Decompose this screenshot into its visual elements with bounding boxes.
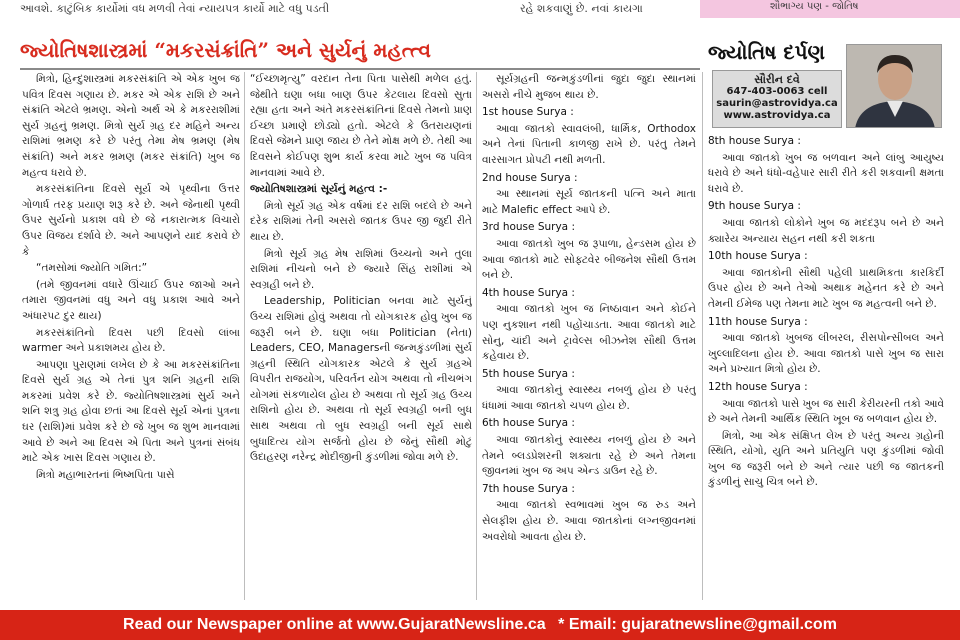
author-website: www.astrovidya.ca <box>723 110 831 121</box>
paragraph: મિત્રો મહાભારતનાં ભિષ્મપિતા પાસે <box>36 468 175 481</box>
author-email: saurin@astrovidya.ca <box>716 98 838 109</box>
paragraph: આવા જાતકોની સૌથી પહેલી પ્રાથમિકતા કારકિર્દી ઉપર હોય છે અને તેઓ અથાક મહેનત કરે છે અને તેમની ઈમેજ પણ તેમના માટે ખુબ જ મહત્વની બને છે. <box>708 266 944 310</box>
headline-rule <box>20 68 700 70</box>
article-column-3 <box>482 72 696 600</box>
paragraph: આવા જાતકો ખુબજ લીબરલ, રીસપોન્સીબલ અને ખુલ્લાદિલના હોય છે. આવા જાતકો પાસે ખુબ જ સારા અને પ્રખ્યાત મિત્રો હોય છે. <box>708 332 944 376</box>
house-heading: 7th house Surya : <box>482 482 575 495</box>
section-subheading: જ્યોતિષશાસ્ત્રમાં સૂર્યનું મહત્વ :- <box>250 183 388 196</box>
house-heading: 10th house Surya : <box>708 250 808 263</box>
column-divider-2 <box>476 72 477 600</box>
house-heading: 12th house Surya : <box>708 380 808 393</box>
paragraph: Leadership, Politician બનવા માટે સુર્યનું ઉચ્ચ રાશિમાં હોવું અથવા તો યોગકારક હોવુ ખુબ જ જરૂરી બને છે. ઘણા બધા Politician (નેતા) Leaders, CEO, Managersની જન્મકુંડળીમાં સુર્ય ગ્રહની સ્થિતિ યોગકારક એટલે કે સુર્ય ગ્રહએ વિપરીત રાજયોગ, પરિવર્તન યોગ અથવા તો નીચભંગ યોગમાં સંકળાયેલ હોય છે અથવા તો સૂર્ય ગ્રહ ઉચ્ચ રાશિનો હોય છે. અથવા તો સૂર્ય સ્વગ્રહી બની બુધ સાથ અથવા તો બુધ સ્વગ્રહી બની સૂર્ય સાથે બુધાદિત્ય યોગ સર્જતો હોય છે જેનું સૌથી મોટું ઉદાહરણ નરેન્દ્ર મોદીજીની કુંડળીમાં જોવા મળે છે. <box>250 295 472 464</box>
paragraph: આવા જાતકો લોકોને ખુબ જ મદદરૂપ બને છે અને ક્યારેય અન્યાય સહન નથી કરી શકતા <box>708 216 944 245</box>
paragraph: આવા જાતકો ખુબ જ બળવાન અને લાંબુ આયુષ્ય ધરાવે છે અને ધંધો-વહેપાર સારી રીતે કરી શકવાની ક્ષમતા ધરાવે છે. <box>708 151 944 195</box>
author-name: સૌરીન દવે <box>754 73 800 86</box>
top-strip <box>0 0 960 22</box>
top-strip-pink-box <box>700 0 960 18</box>
article-column-4 <box>708 132 944 602</box>
article-headline: જ્યોતિષશાસ્ત્રમાં “મકરસંક્રાંતિ” અને સુર્યનું મહત્ત્વ <box>20 38 431 62</box>
paragraph: મિત્રો સૂર્ય ગ્રહ એક વર્ષમાં દર રાશિ બદલે છે અને દરેક રાશિમાં તેની અસરો જાતક ઉપર જી જુદી રીતે થાય છે. <box>250 199 472 243</box>
paragraph: સૂર્યગ્રહની જન્મકુંડળીનાં જુદા જુદા સ્થાનમાં અસરો નીચે મુજબ થાય છે. <box>482 73 696 101</box>
footer-banner <box>0 610 960 640</box>
house-heading: 2nd house Surya : <box>482 171 578 184</box>
house-heading: 6th house Surya : <box>482 417 575 430</box>
author-photo <box>846 44 942 128</box>
column-divider-1 <box>244 72 245 600</box>
house-heading: 3rd house Surya : <box>482 221 575 234</box>
paragraph: આવા જાતકો પાસે ખુબ જ સારી કેરીયરની તકો આવે છે અને તેમની આર્થિક સ્થિતિ ખૂબ જ બળવાન હોય છે. <box>708 397 944 426</box>
paragraph: મિત્રો સૂર્ય ગ્રહ મેષ રાશિમાં ઉચ્ચનો અને તુલા રાશિમાં નીચનો બને છે જ્યારે સિંહ રાશીમાં એ સ્વગ્રહી બને છે. <box>250 247 472 291</box>
top-strip-left-text: આવશે. કાટુંબિક કાર્યોમાં વધ મળવી તેવાં ન્યાયપત્ર કાર્યો માટે વધુ પડતી <box>20 2 330 15</box>
author-portrait-icon <box>847 45 942 128</box>
footer-email-text[interactable]: * Email: gujaratnewsline@gmail.com <box>558 616 837 633</box>
paragraph: આવા જાતકોનું સ્વાસ્થ્ય નબળું હોય છે અને તેમને બ્લડપ્રેશરની શક્યતા રહે છે અને તેમના જીવનમાં ખુબ જ અપ એન્ડ ડાઉન રહે છે. <box>482 434 696 478</box>
paragraph: આપણા પુરાણમાં લખેલ છે કે આ મકરસંક્રાંતિના દિવસે સુર્ય ગ્રહ એ તેનાં પુત્ર શનિ ગ્રહની રાશિ મકરમાં પ્રવેશ કરે છે. જ્યોતિષશાસ્ત્રમાં સુર્ય અને શનિ શત્રુ ગ્રહ હોવા છતાં આ દિવસે સૂર્ય એનાં પુત્રના ઘર (રાશિ)માં પ્રવેશ કરે છે જે ખુબ જ શુભ માનવામાં આવે છે અને આ દિવસ એ પિતા અને પુત્રનાં સંબંધ માટે એક ખાસ દિવસ ગણાય છે. <box>22 358 240 465</box>
house-heading: 9th house Surya : <box>708 200 801 213</box>
paragraph: “ઈચ્છામૃત્યુ” વરદાન તેના પિતા પાસેથી મળેલ હતું. જેથીતે ઘણા બધા બાણ ઉપર કેટલાય દિવસો સુતા રહ્યા હતા અને અંતે મકરસંક્રાંતિનાં દિવસે તેમનો પ્રાણ ઈચ્છા પ્રમાણે છોડ્યો હતો. એટલે કે ઉતરાયણનાં દિવસે જેમને પ્રાણ જાય છે તેને મોક્ષ મળે છે. તેથી આ દિવસને કોઈપણ શુભ કાર્ય કરવા માટે ખુબ જ પવિત્ર માનવામાં આવે છે. <box>250 73 472 179</box>
footer-website-text[interactable]: Read our Newspaper online at www.GujaratNewsline.ca <box>123 616 546 633</box>
paragraph: (તમે જીવનમાં વધારે ઊંચાઈ ઉપર જાઓ અને તમારા જીવનમાં વધુ અને વધુ પ્રકાશ આવે અને અંધારપટ દુર થાય) <box>22 278 240 322</box>
house-heading: 4th house Surya : <box>482 286 575 299</box>
author-box <box>712 70 842 128</box>
paragraph: આ સ્થાનમાં સૂર્ય જાતકની પત્નિ અને માતા માટે Malefic effect આપે છે. <box>482 188 696 216</box>
house-heading: 1st house Surya : <box>482 106 574 119</box>
article-column-1 <box>22 72 240 600</box>
paragraph: મકરસંક્રાંતિના દિવસે સૂર્ય એ પૃથ્વીના ઉત્તર ગોળાર્ધ તરફ પ્રયાણ શરૂ કરે છે. અને જેનાથી પૃથ્વી ઉપર સુર્યનો પ્રકાશ વધે છે જે નકારાત્મક વિચારો ઉપર વિજય દર્શાવે છે. અને આપણને યાદ કરાવે છે કે <box>22 183 240 258</box>
paragraph: મિત્રો, હિન્દુશાસ્ત્રમાં મકરસંક્રાંતિ એ એક ખુબ જ પવિત્ર દિવસ ગણાય છે. મકર એ એક રાશિ છે અને સંક્રાંતિ એટલે ભ્રમણ. એનો અર્થ એ કે મકરરાશીમાં સુર્ય ગ્રહનું ભ્રમણ. મિત્રો સુર્ય ગ્રહ દર મહિને અન્ય રાશિમાં ભ્રમણ કરે છે પરંતુ તેમા મેષ ભ્રમણ (મેષ સંક્રાંતિ) અને મકર ભ્રમણ (મકર સંક્રાંતિ) ખુબ જ મહત્વ ધરાવે છે. <box>22 73 240 179</box>
paragraph: આવા જાતકો સ્વભાવમાં ખુબ જ રુડ અને સેલફીશ હોય છે. આવા જાતકોનાં લગ્નજીવનમાં અવરોધો આવતા હોય છે. <box>482 499 696 543</box>
paragraph: આવા જાતકો ખુબ જ રૂપાળા, હેન્ડસમ હોય છે આવા જાતકો માટે સોફ્ટવેર બીજનેશ સૌથી ઉત્તમ બને છે. <box>482 237 696 282</box>
house-heading: 5th house Surya : <box>482 367 575 380</box>
author-phone: 647-403-0063 cell <box>726 86 828 97</box>
column-divider-3 <box>702 72 703 600</box>
closing-paragraph: મિત્રો, આ એક સંક્ષિપ્ત લેખ છે પરંતુ અન્ય ગ્રહોની સ્થિતિ, યોગો, યુતિ અને પ્રતિયુતિ પણ કુંડળીમાં જોવી ખુબ જ જરૂરી બને છે અને ત્યાર પછી જ જાતકની કુંડળીનું સાચુ ચિત્ર બને છે. <box>708 429 944 489</box>
paragraph: “તમસોમાં જ્યોતિ ગમિત:” <box>36 262 148 275</box>
article-column-2 <box>250 72 472 600</box>
paragraph: આવા જાતકો સ્વાવલંબી, ધાર્મિક, Orthodox અને તેનાં પિતાની કાળજી રાખે છે. પરંતુ તેમને વારસાગત પ્રોપટી નથી મળતી. <box>482 122 696 166</box>
house-heading: 8th house Surya : <box>708 135 801 147</box>
column-title: જ્યોતિષ દર્પણ <box>708 40 825 64</box>
paragraph: મકરસંક્રાંતિનો દિવસ પછી દિવસો લાંબા warmer અને પ્રકાશમય હોય છે. <box>22 326 240 355</box>
paragraph: આવા જાતકો ખુબ જ નિષ્ઠાવાન અને કોઈને પણ નુકશાન નથી પહોંચાડતા. આવા જાતકો માટે સોનુ, ચાંદી અને ટ્રાવેલ્સ બીઝનેશ સૌથી ઉત્તમ કહેવાય છે. <box>482 303 696 363</box>
house-heading: 11th house Surya : <box>708 315 808 328</box>
paragraph: આવા જાતકોનું સ્વાસ્થ્ય નબળું હોય છે પરંતુ ધંધામાં આવા જાતકો ચપળ હોય છે. <box>482 384 696 412</box>
top-strip-pink-label: શૌભાગ્ય પણ - જોતિષ <box>770 1 859 12</box>
top-strip-right-text: રહે શકવાણું છે. નવાં કાયગા <box>520 2 643 15</box>
